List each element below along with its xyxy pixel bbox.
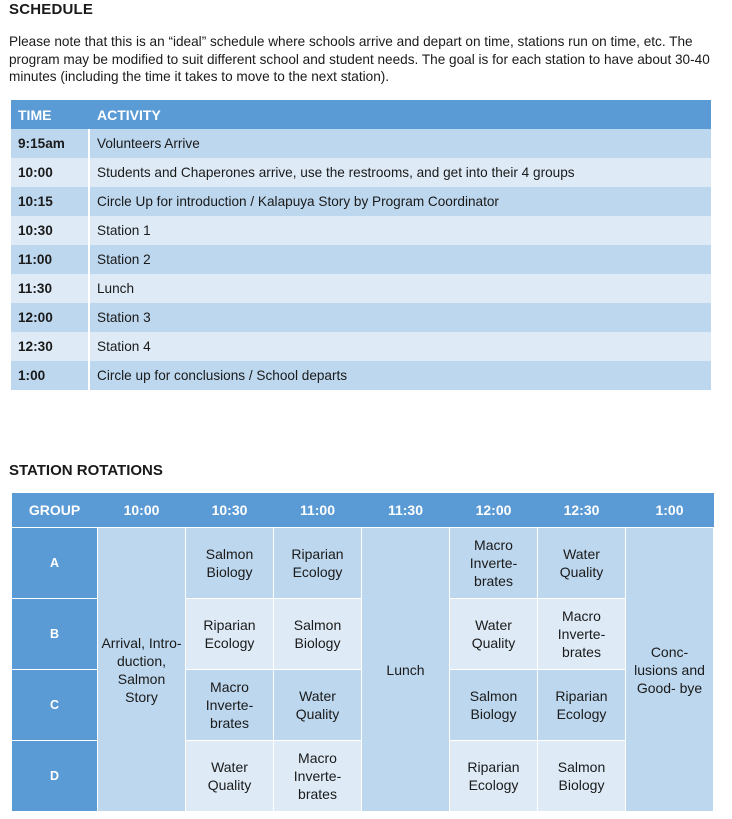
schedule-row [11,158,711,187]
station-cell: Macro Inverte- brates [274,741,362,812]
activity-cell: Volunteers Arrive [89,129,711,158]
schedule-row [11,129,711,158]
station-cell: Salmon Biology [186,528,274,599]
time-cell: 1:00 [11,361,89,390]
station-cell: Salmon Biology [538,741,626,812]
group-label: D [12,741,98,812]
group-row-a [12,528,714,599]
schedule-row [11,361,711,390]
station-cell: Salmon Biology [450,670,538,741]
schedule-row [11,332,711,361]
activity-cell: Station 4 [89,332,711,361]
time-cell: 12:00 [11,303,89,332]
header-time: 1:00 [626,493,714,528]
time-cell: 10:30 [11,216,89,245]
header-time: 12:30 [538,493,626,528]
group-label: B [12,599,98,670]
station-cell: Water Quality [450,599,538,670]
header-time: 10:30 [186,493,274,528]
schedule-row [11,274,711,303]
station-cell: Macro Inverte- brates [186,670,274,741]
schedule-row [11,303,711,332]
station-cell: Water Quality [186,741,274,812]
group-label: C [12,670,98,741]
header-group: GROUP [12,493,98,528]
activity-cell: Station 3 [89,303,711,332]
time-cell: 11:30 [11,274,89,303]
schedule-heading: SCHEDULE [9,1,94,18]
station-cell: Riparian Ecology [538,670,626,741]
conclusion-cell: Conc- lusions and Good- bye [626,528,714,812]
header-time: 11:30 [362,493,450,528]
schedule-intro: Please note that this is an “ideal” schedule where schools arrive and depart on time, stations run on time, etc. The program may be modified to suit different school and student needs. The goal is for each station to have about 30-40 minutes (including the time it takes to move to the next station). [9,34,710,84]
station-cell: Water Quality [538,528,626,599]
station-cell: Salmon Biology [274,599,362,670]
activity-cell: Circle up for conclusions / School departs [89,361,711,390]
schedule-row [11,245,711,274]
lunch-cell: Lunch [362,528,450,812]
group-label: A [12,528,98,599]
activity-cell: Students and Chaperones arrive, use the restrooms, and get into their 4 groups [89,158,711,187]
station-cell: Water Quality [274,670,362,741]
activity-cell: Lunch [89,274,711,303]
station-cell: Riparian Ecology [186,599,274,670]
schedule-row [11,216,711,245]
arrival-cell: Arrival, Intro- duction, Salmon Story [98,528,186,812]
time-header: TIME [11,100,89,129]
time-cell: 10:00 [11,158,89,187]
station-cell: Macro Inverte- brates [450,528,538,599]
rotations-table [11,493,714,812]
rotations-heading: STATION ROTATIONS [9,462,163,479]
schedule-table [11,100,711,390]
activity-cell: Circle Up for introduction / Kalapuya Story by Program Coordinator [89,187,711,216]
time-cell: 10:15 [11,187,89,216]
station-cell: Riparian Ecology [450,741,538,812]
schedule-row [11,187,711,216]
activity-cell: Station 2 [89,245,711,274]
header-time: 11:00 [274,493,362,528]
time-cell: 11:00 [11,245,89,274]
activity-header: ACTIVITY [89,100,711,129]
time-cell: 12:30 [11,332,89,361]
station-cell: Macro Inverte- brates [538,599,626,670]
header-time: 10:00 [98,493,186,528]
time-cell: 9:15am [11,129,89,158]
header-time: 12:00 [450,493,538,528]
station-cell: Riparian Ecology [274,528,362,599]
activity-cell: Station 1 [89,216,711,245]
rotations-header-row [12,493,714,528]
